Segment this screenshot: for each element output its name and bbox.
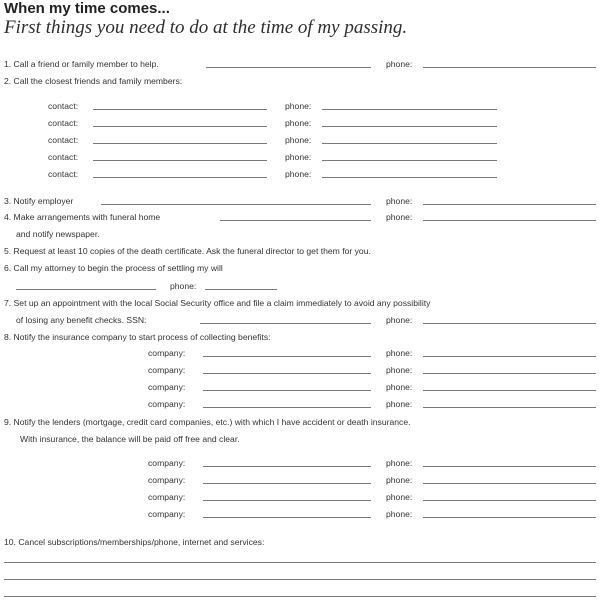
contact-label: contact: xyxy=(48,135,79,145)
contact-phone-label: phone: xyxy=(285,135,312,145)
company-line[interactable] xyxy=(203,500,371,501)
employer-line[interactable] xyxy=(101,204,371,205)
page-subtitle: First things you need to do at the time of my passing. xyxy=(4,17,408,38)
item-1-phone-line[interactable] xyxy=(423,67,596,68)
company-line[interactable] xyxy=(203,390,371,391)
social-security-phone-line[interactable] xyxy=(423,323,596,324)
company-label: company: xyxy=(148,399,186,409)
company-line[interactable] xyxy=(203,407,371,408)
contact-line[interactable] xyxy=(93,126,267,127)
contact-phone-line[interactable] xyxy=(322,177,497,178)
item-1-text: 1. Call a friend or family member to help. xyxy=(4,59,159,69)
contact-label: contact: xyxy=(48,152,79,162)
contact-line[interactable] xyxy=(93,109,267,110)
item-2-text: 2. Call the closest friends and family members: xyxy=(4,76,183,86)
company-phone-line[interactable] xyxy=(423,517,596,518)
item-9-text: 9. Notify the lenders (mortgage, credit card companies, etc.) with which I have accident or death insurance. xyxy=(4,417,411,427)
attorney-phone-line[interactable] xyxy=(205,289,277,290)
company-phone-label: phone: xyxy=(386,365,413,375)
company-label: company: xyxy=(148,458,186,468)
contact-line[interactable] xyxy=(93,143,267,144)
contact-label: contact: xyxy=(48,118,79,128)
item-4-continuation: and notify newspaper. xyxy=(16,229,100,239)
company-phone-label: phone: xyxy=(386,458,413,468)
subscriptions-line[interactable] xyxy=(4,562,596,563)
item-1-name-line[interactable] xyxy=(206,67,371,68)
item-9-continuation: With insurance, the balance will be paid off free and clear. xyxy=(20,434,240,444)
item-5-text: 5. Request at least 10 copies of the death certificate. Ask the funeral director to get them for you. xyxy=(4,246,371,256)
company-label: company: xyxy=(148,475,186,485)
item-7-phone-label: phone: xyxy=(386,315,413,325)
company-label: company: xyxy=(148,348,186,358)
company-line[interactable] xyxy=(203,517,371,518)
company-phone-line[interactable] xyxy=(423,466,596,467)
contact-phone-label: phone: xyxy=(285,169,312,179)
item-7-text: 7. Set up an appointment with the local Social Security office and file a claim immediately to avoid any possibility xyxy=(4,298,431,308)
company-phone-label: phone: xyxy=(386,382,413,392)
company-label: company: xyxy=(148,365,186,375)
company-phone-line[interactable] xyxy=(423,483,596,484)
company-phone-label: phone: xyxy=(386,475,413,485)
item-6-text: 6. Call my attorney to begin the process of settling my will xyxy=(4,263,223,273)
contact-label: contact: xyxy=(48,101,79,111)
employer-phone-line[interactable] xyxy=(423,204,596,205)
contact-phone-line[interactable] xyxy=(322,126,497,127)
company-phone-line[interactable] xyxy=(423,356,596,357)
item-6-phone-label: phone: xyxy=(170,281,197,291)
item-7-continuation: of losing any benefit checks. SSN: xyxy=(16,315,147,325)
company-line[interactable] xyxy=(203,466,371,467)
company-line[interactable] xyxy=(203,356,371,357)
company-phone-line[interactable] xyxy=(423,500,596,501)
subscriptions-line[interactable] xyxy=(4,579,596,580)
contact-phone-label: phone: xyxy=(285,152,312,162)
contact-phone-line[interactable] xyxy=(322,160,497,161)
ssn-line[interactable] xyxy=(200,323,371,324)
company-phone-line[interactable] xyxy=(423,373,596,374)
contact-phone-line[interactable] xyxy=(322,143,497,144)
item-1-phone-label: phone: xyxy=(386,59,413,69)
item-8-text: 8. Notify the insurance company to start process of collecting benefits: xyxy=(4,332,271,342)
contact-label: contact: xyxy=(48,169,79,179)
item-4-text: 4. Make arrangements with funeral home xyxy=(4,212,161,222)
company-phone-line[interactable] xyxy=(423,407,596,408)
item-10-text: 10. Cancel subscriptions/memberships/phone, internet and services: xyxy=(4,537,265,547)
contact-line[interactable] xyxy=(93,160,267,161)
subscriptions-line[interactable] xyxy=(4,596,596,597)
page-title: When my time comes... xyxy=(4,0,170,17)
contact-phone-line[interactable] xyxy=(322,109,497,110)
company-phone-label: phone: xyxy=(386,492,413,502)
company-phone-line[interactable] xyxy=(423,390,596,391)
company-phone-label: phone: xyxy=(386,348,413,358)
company-line[interactable] xyxy=(203,483,371,484)
company-label: company: xyxy=(148,382,186,392)
item-3-phone-label: phone: xyxy=(386,196,413,206)
item-4-phone-label: phone: xyxy=(386,212,413,222)
contact-line[interactable] xyxy=(93,177,267,178)
company-label: company: xyxy=(148,509,186,519)
funeral-home-phone-line[interactable] xyxy=(423,220,596,221)
company-line[interactable] xyxy=(203,373,371,374)
contact-phone-label: phone: xyxy=(285,118,312,128)
attorney-line[interactable] xyxy=(16,289,156,290)
item-3-text: 3. Notify employer xyxy=(4,196,74,206)
contact-phone-label: phone: xyxy=(285,101,312,111)
funeral-home-line[interactable] xyxy=(220,220,371,221)
company-phone-label: phone: xyxy=(386,399,413,409)
company-label: company: xyxy=(148,492,186,502)
company-phone-label: phone: xyxy=(386,509,413,519)
